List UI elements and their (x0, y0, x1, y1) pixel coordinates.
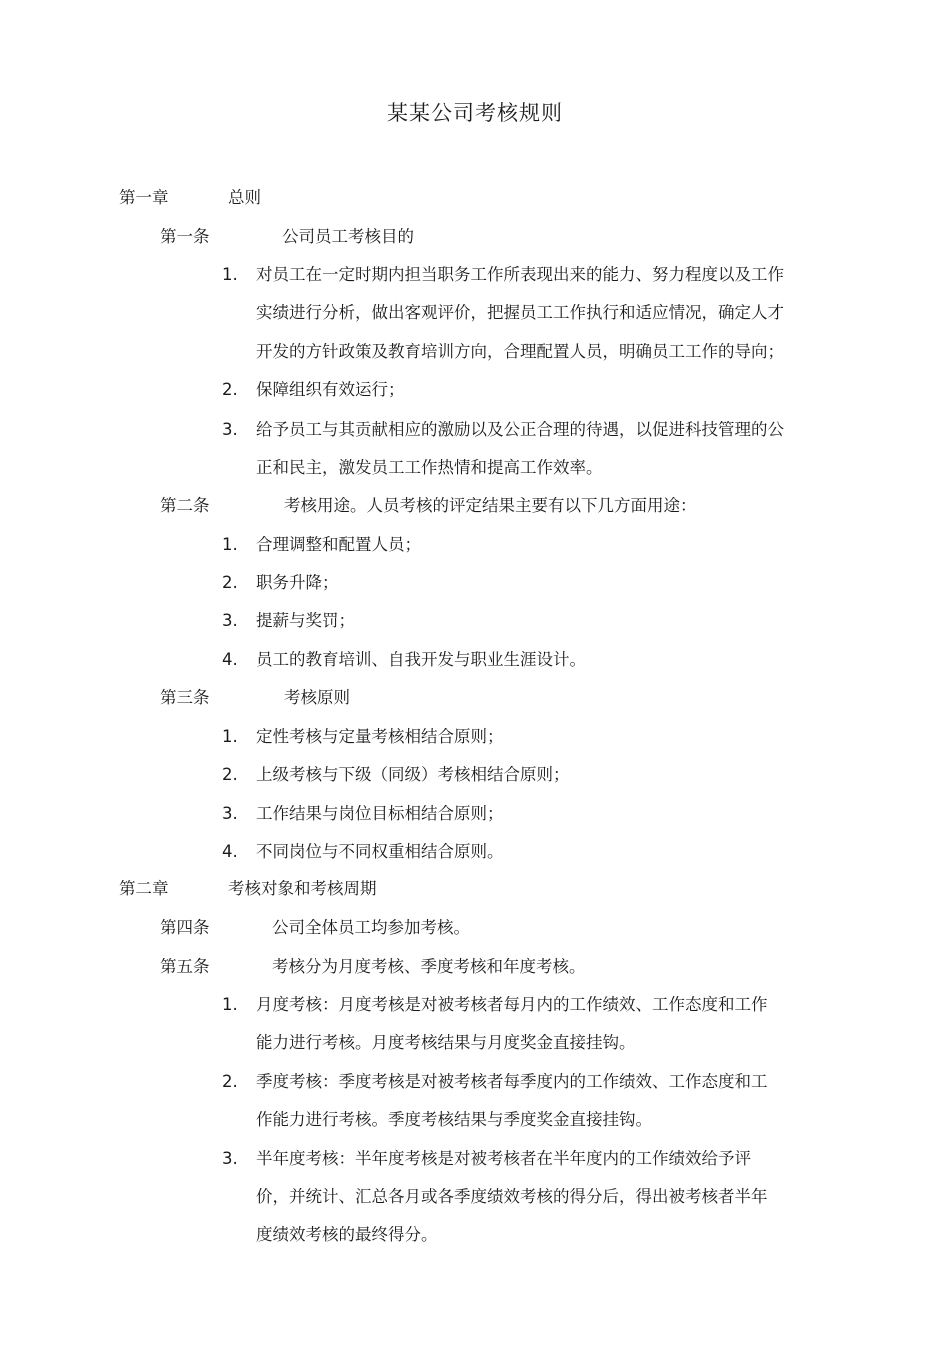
list-item-line: 不同岗位与不同权重相结合原则。 (256, 842, 504, 861)
list-item-line: 季度考核：季度考核是对被考核者每季度内的工作绩效、工作态度和工 (256, 1072, 768, 1091)
chapter-title: 总则 (228, 188, 261, 207)
article-label: 第一条 (160, 227, 210, 246)
article-title: 公司全体员工均参加考核。 (272, 918, 470, 937)
article-label: 第三条 (160, 688, 210, 707)
list-item-line: 开发的方针政策及教育培训方向，合理配置人员，明确员工工作的导向； (256, 342, 784, 361)
list-item-line: 作能力进行考核。季度考核结果与季度奖金直接挂钩。 (256, 1110, 652, 1129)
list-number: 4. (222, 842, 238, 861)
list-item-line: 价，并统计、汇总各月或各季度绩效考核的得分后，得出被考核者半年 (256, 1187, 768, 1206)
article-label: 第二条 (160, 496, 210, 515)
list-item-line: 正和民主，激发员工工作热情和提高工作效率。 (256, 458, 603, 477)
list-item-line: 合理调整和配置人员； (256, 535, 421, 554)
article-title: 考核原则 (284, 688, 350, 707)
list-number: 2. (222, 573, 238, 592)
article-label: 第五条 (160, 957, 210, 976)
list-number: 1. (222, 265, 238, 284)
list-item-line: 给予员工与其贡献相应的激励以及公正合理的待遇，以促进科技管理的公 (256, 420, 784, 439)
list-item-line: 度绩效考核的最终得分。 (256, 1225, 438, 1244)
list-item-line: 保障组织有效运行； (256, 380, 405, 399)
list-item-line: 对员工在一定时期内担当职务工作所表现出来的能力、努力程度以及工作 (256, 265, 784, 284)
list-item-line: 工作结果与岗位目标相结合原则； (256, 804, 504, 823)
list-item-line: 定性考核与定量考核相结合原则； (256, 727, 504, 746)
article-label: 第四条 (160, 918, 210, 937)
list-number: 1. (222, 727, 238, 746)
list-item-line: 上级考核与下级（同级）考核相结合原则； (256, 765, 570, 784)
chapter-label: 第二章 (119, 879, 169, 898)
document-title: 某某公司考核规则 (387, 101, 563, 125)
article-title: 公司员工考核目的 (282, 227, 414, 246)
list-number: 1. (222, 535, 238, 554)
list-item-line: 能力进行考核。月度考核结果与月度奖金直接挂钩。 (256, 1033, 636, 1052)
chapter-label: 第一章 (119, 188, 169, 207)
list-number: 3. (222, 1149, 238, 1168)
list-item-line: 员工的教育培训、自我开发与职业生涯设计。 (256, 650, 586, 669)
list-item-line: 职务升降； (256, 573, 339, 592)
article-title: 考核分为月度考核、季度考核和年度考核。 (272, 957, 586, 976)
list-number: 1. (222, 995, 238, 1014)
list-item-line: 月度考核：月度考核是对被考核者每月内的工作绩效、工作态度和工作 (256, 995, 768, 1014)
list-item-line: 提薪与奖罚； (256, 611, 355, 630)
list-number: 3. (222, 611, 238, 630)
list-item-line: 半年度考核：半年度考核是对被考核者在半年度内的工作绩效给予评 (256, 1149, 751, 1168)
list-number: 2. (222, 380, 238, 399)
list-number: 3. (222, 804, 238, 823)
list-number: 2. (222, 765, 238, 784)
article-title: 考核用途。人员考核的评定结果主要有以下几方面用途： (284, 496, 697, 515)
list-number: 4. (222, 650, 238, 669)
list-number: 3. (222, 420, 238, 439)
list-item-line: 实绩进行分析，做出客观评价，把握员工工作执行和适应情况，确定人才 (256, 303, 784, 322)
chapter-title: 考核对象和考核周期 (228, 879, 377, 898)
list-number: 2. (222, 1072, 238, 1091)
